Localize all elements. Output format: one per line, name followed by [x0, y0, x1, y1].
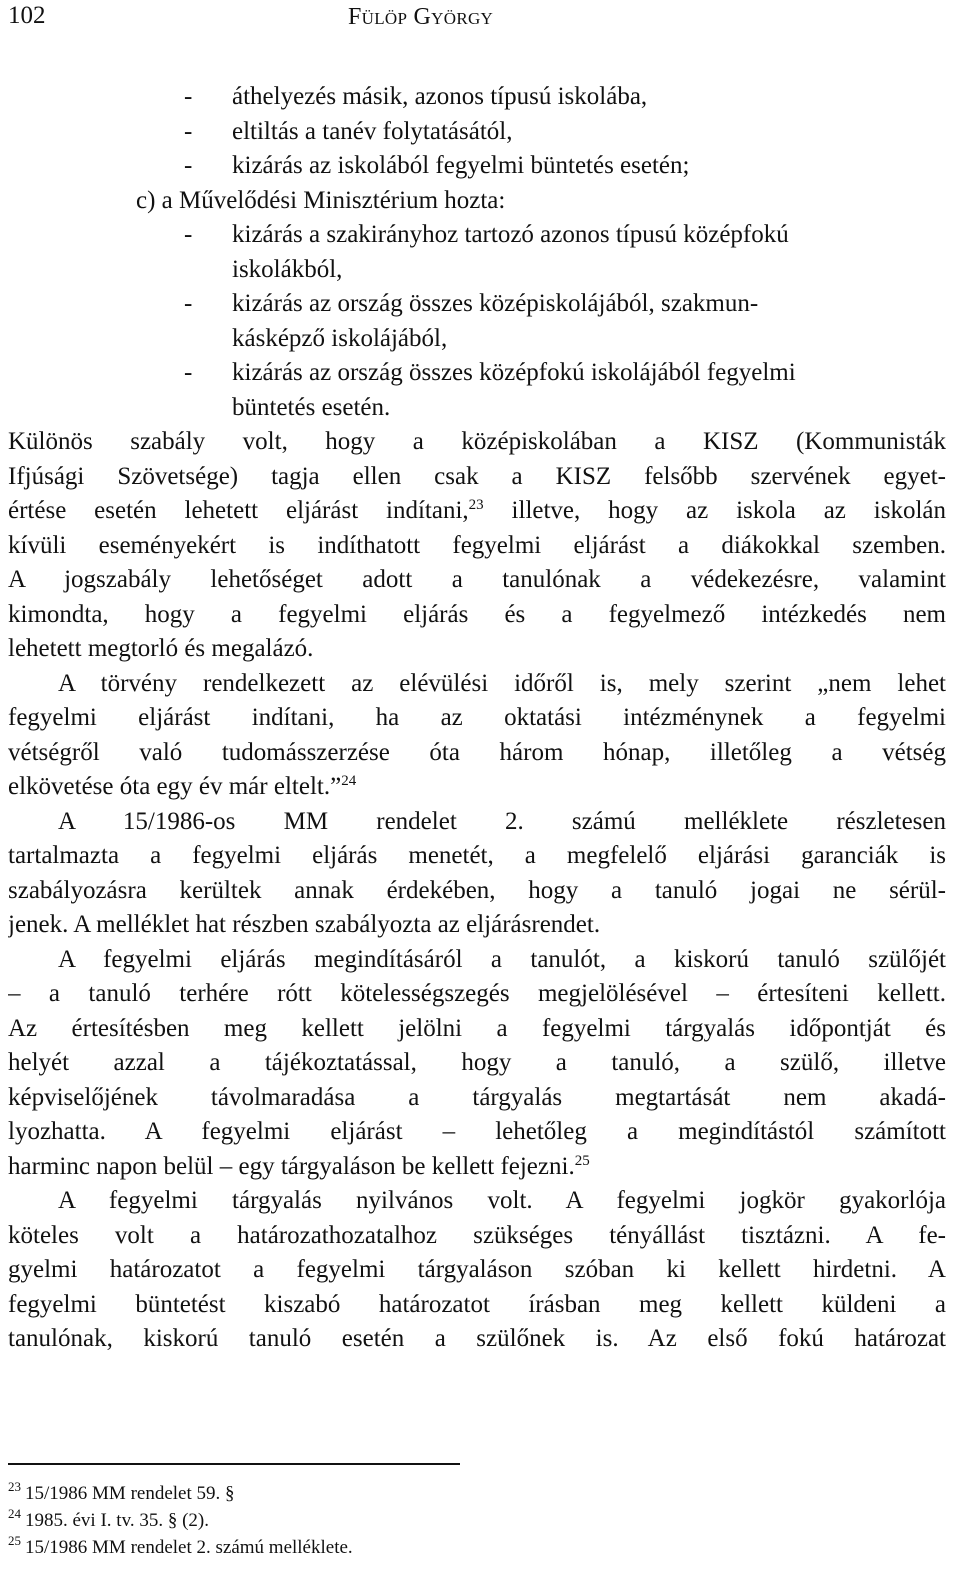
paragraph-first-line: A fegyelmi eljárás megindításáról a tanulót, a kiskorú tanuló szülőjét: [58, 945, 946, 973]
paragraph-line: lyozhatta. A fegyelmi eljárást – lehetőleg a megindítástól számított: [8, 1118, 946, 1145]
footnotes: [8, 1480, 708, 1561]
list-item: - áthelyezés másik, azonos típusú iskolába,: [184, 83, 648, 110]
paragraph-line: elkövetése óta egy év már eltelt.”$^{24}$: [8, 773, 357, 800]
paragraph-line: fegyelmi büntetést kiszabó határozatot írásban meg kellett küldeni a: [8, 1290, 946, 1318]
running-head: Fülöp György: [348, 4, 494, 30]
footnote: $^{25}$ 15/1986 MM rendelet 2. számú melléklete.: [8, 1533, 353, 1558]
paragraph-line: Ifjúsági Szövetsége) tagja ellen csak a KISZ felsőbb szervének egyet-: [8, 462, 946, 490]
footnote: $^{24}$ 1985. évi I. tv. 35. § (2).: [8, 1506, 209, 1531]
body-text: [8, 80, 946, 1357]
list-item-continuation: büntetés esetén.: [232, 393, 391, 421]
list-item: - kizárás az iskolából fegyelmi büntetés esetén;: [184, 152, 690, 179]
list-item: - kizárás a szakirányhoz tartozó azonos típusú középfokú: [184, 221, 789, 248]
paragraph-line: Különös szabály volt, hogy a középiskolában a KISZ (Kommunisták: [8, 428, 946, 455]
paragraph-line: kimondta, hogy a fegyelmi eljárás és a fegyelmező intézkedés nem: [8, 600, 946, 628]
paragraph-line: A jogszabály lehetőséget adott a tanulónak a védekezésre, valamint: [8, 566, 946, 593]
footnote-ref[interactable]: 23: [468, 497, 484, 513]
footnote-number: 23: [8, 1479, 21, 1494]
paragraph-line: kívüli eseményekért is indíthatott fegyelmi eljárást a diákokkal szemben.: [8, 531, 946, 559]
footnote-number: 25: [8, 1533, 21, 1548]
paragraph-line: köteles volt a határozathozatalhoz szükséges tényállást tisztázni. A fe-: [8, 1221, 946, 1249]
paragraph-line: gyelmi határozatot a fegyelmi tárgyaláson szóban ki kellett hirdetni. A: [8, 1256, 946, 1283]
page-header: [8, 2, 952, 38]
paragraph-line: Az értesítésben meg kellett jelölni a fegyelmi tárgyalás időpontját és: [8, 1014, 946, 1042]
footnote-number: 24: [8, 1506, 21, 1521]
paragraph-line: harminc napon belül – egy tárgyaláson be kellett fejezni.$^{25}$: [8, 1152, 590, 1180]
list-heading: c) a Művelődési Minisztérium hozta:: [136, 186, 506, 214]
footnote: $^{23}$ 15/1986 MM rendelet 59. §: [8, 1479, 235, 1504]
footnote-separator: [8, 1463, 460, 1465]
footnote-ref[interactable]: 24: [341, 773, 357, 789]
paragraph-first-line: A 15/1986-os MM rendelet 2. számú melléklete részletesen: [58, 807, 946, 835]
list-item: - kizárás az ország összes középiskolájából, szakmun-: [184, 290, 759, 317]
paragraph-line: jenek. A melléklet hat részben szabályozta az eljárásrendet.: [8, 911, 601, 938]
list-item-continuation: kásképző iskolájából,: [232, 324, 448, 352]
paragraph-line: vétségről való tudomásszerzése óta három hónap, illetőleg a vétség: [8, 738, 946, 766]
paragraph-line: képviselőjének távolmaradása a tárgyalás megtartását nem akadá-: [8, 1083, 946, 1111]
footnote-ref[interactable]: 25: [574, 1152, 590, 1169]
paragraph-line: – a tanuló terhére rótt kötelességszegés megjelölésével – értesíteni kellett.: [8, 980, 946, 1007]
paragraph-line: fegyelmi eljárást indítani, ha az oktatási intézménynek a fegyelmi: [8, 704, 946, 731]
paragraph-line: tanulónak, kiskorú tanuló esetén a szülőnek is. Az első fokú határozat: [8, 1325, 946, 1352]
paragraph-line: helyét azzal a tájékoztatással, hogy a tanuló, a szülő, illetve: [8, 1049, 946, 1076]
page-number: 102: [8, 2, 46, 29]
list-item: - kizárás az ország összes középfokú iskolájából fegyelmi: [184, 359, 796, 386]
paragraph-first-line: A törvény rendelkezett az elévülési időről is, mely szerint „nem lehet: [58, 669, 946, 697]
paragraph-line: lehetett megtorló és megalázó.: [8, 635, 314, 662]
paragraph-first-line: A fegyelmi tárgyalás nyilvános volt. A fegyelmi jogkör gyakorlója: [58, 1187, 946, 1214]
paragraph-line: értése esetén lehetett eljárást indítani,$^{23}$ illetve, hogy az iskola az iskolán: [8, 497, 946, 524]
paragraph-line: szabályozásra kerültek annak érdekében, hogy a tanuló jogai ne sérül-: [8, 876, 946, 904]
list-item: - eltiltás a tanév folytatásától,: [184, 117, 513, 145]
paragraph-line: tartalmazta a fegyelmi eljárás menetét, a megfelelő eljárási garanciák is: [8, 842, 946, 869]
list-item-continuation: iskolákból,: [232, 255, 343, 283]
